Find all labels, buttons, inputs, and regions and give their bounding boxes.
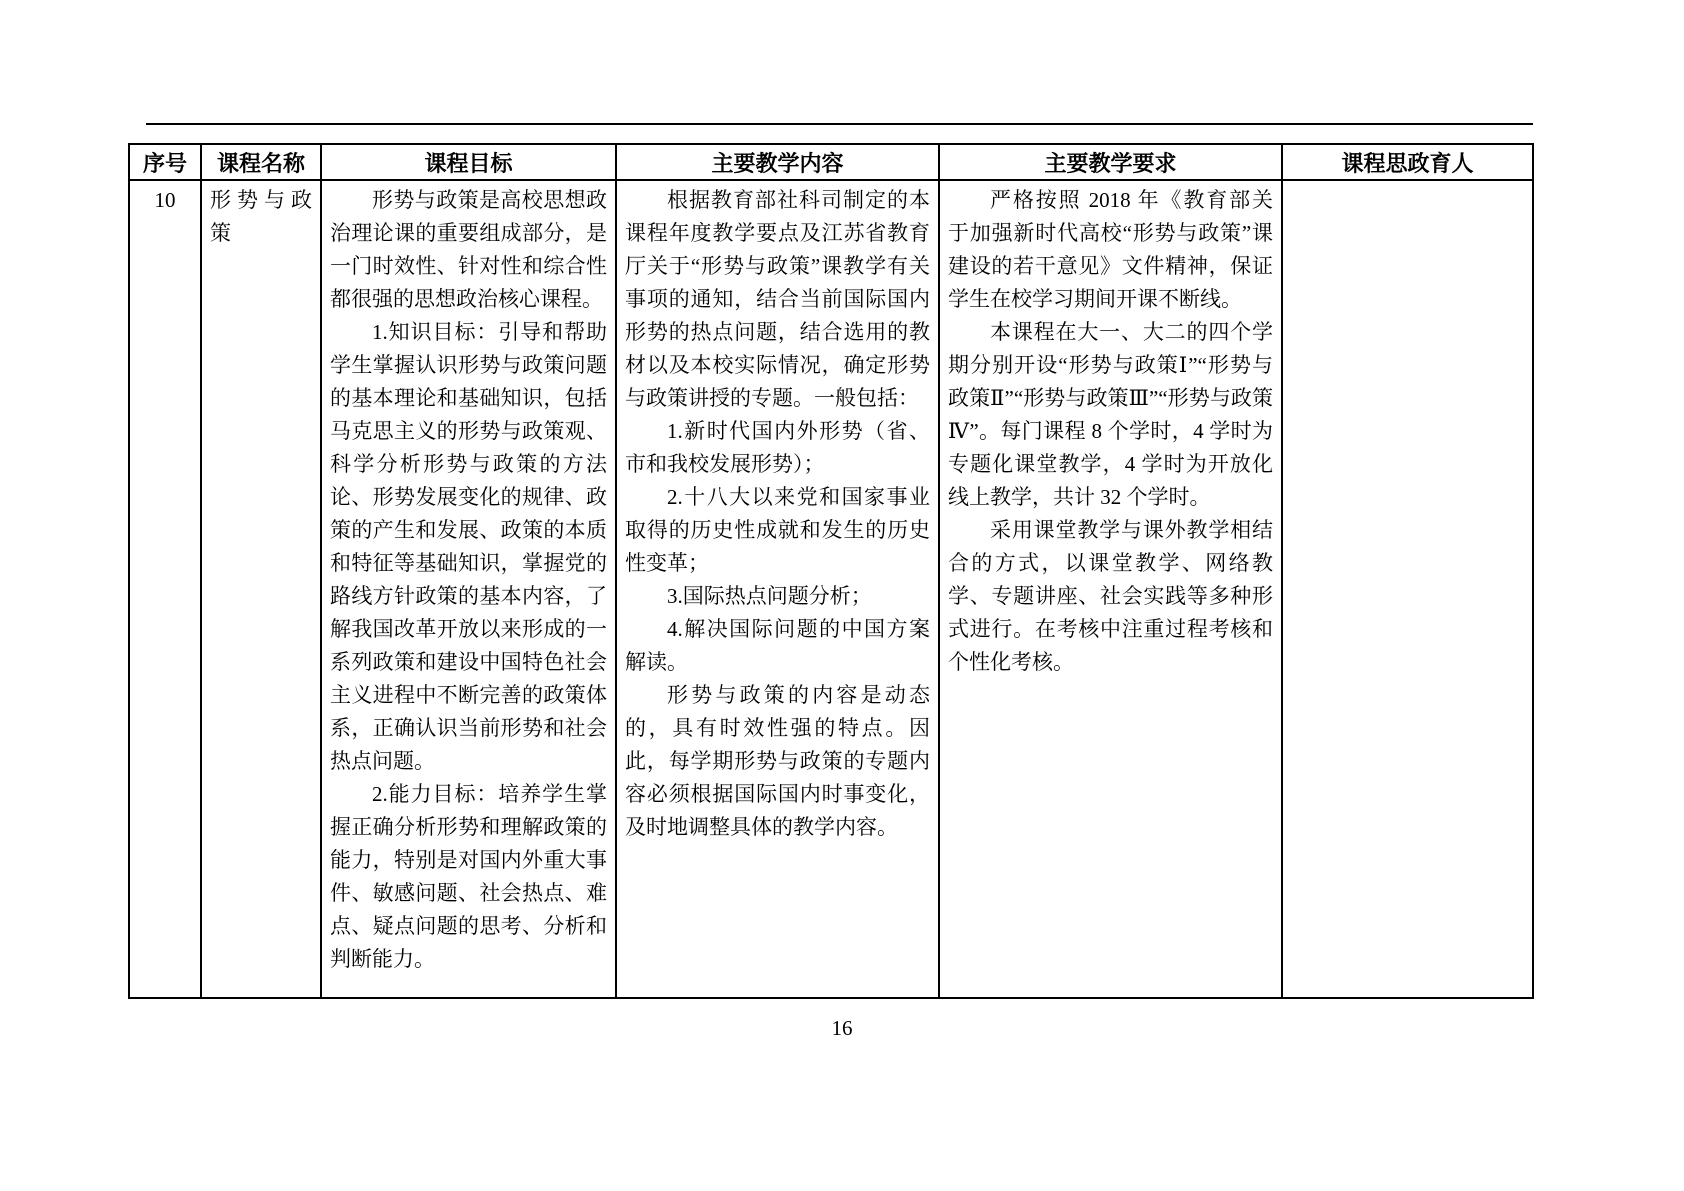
- teaching-content-paragraph: 1.新时代国内外形势（省、市和我校发展形势）；: [625, 419, 930, 476]
- page-number: 16: [831, 1016, 853, 1040]
- col-header-seq: 序号: [129, 144, 201, 180]
- objectives-paragraph: 2.能力目标：培养学生掌握正确分析形势和理解政策的能力，特别是对国内外重大事件、敏感问题、社会热点、难点、疑点问题的思考、分析和判断能力。: [330, 782, 607, 971]
- teaching-requirements-paragraph: 本课程在大一、大二的四个学期分别开设“形势与政策Ⅰ”“形势与政策Ⅱ”“形势与政策Ⅲ”“形势与政策Ⅳ”。每门课程 8 个学时，4 学时为专题化课堂教学，4 学时为开放化线上教学，共计 32 个学时。: [948, 320, 1273, 509]
- cell-ideology-educator: [1282, 180, 1533, 998]
- cell-objectives: [321, 180, 616, 998]
- teaching-content-paragraph: 2.十八大以来党和国家事业取得的历史性成就和发生的历史性变革；: [625, 485, 930, 575]
- course-table: [128, 143, 1534, 999]
- teaching-requirements-paragraph: 严格按照 2018 年《教育部关于加强新时代高校“形势与政策”课建设的若干意见》文件精神，保证学生在校学习期间开课不断线。: [948, 188, 1273, 311]
- col-header-ideology-educator: 课程思政育人: [1282, 144, 1533, 180]
- table-header-row: [129, 144, 1533, 180]
- cell-teaching-requirements: [939, 180, 1282, 998]
- cell-seq: 10: [129, 180, 201, 998]
- col-header-course-name: 课程名称: [201, 144, 321, 180]
- table-row: [129, 180, 1533, 998]
- teaching-content-paragraph: 根据教育部社科司制定的本课程年度教学要点及江苏省教育厅关于“形势与政策”课教学有关事项的通知，结合当前国际国内形势的热点问题，结合选用的教材以及本校实际情况，确定形势与政策讲授的专题。一般包括：: [625, 188, 930, 410]
- objectives-paragraph: 1.知识目标：引导和帮助学生掌握认识形势与政策问题的基本理论和基础知识，包括马克思主义的形势与政策观、科学分析形势与政策的方法论、形势发展变化的规律、政策的产生和发展、政策的本质和特征等基础知识，掌握党的路线方针政策的基本内容，了解我国改革开放以来形成的一系列政策和建设中国特色社会主义进程中不断完善的政策体系，正确认识当前形势和社会热点问题。: [330, 320, 607, 773]
- cell-teaching-content: [616, 180, 939, 998]
- teaching-requirements-paragraph: 采用课堂教学与课外教学相结合的方式，以课堂教学、网络教学、专题讲座、社会实践等多种形式进行。在考核中注重过程考核和个性化考核。: [948, 518, 1273, 674]
- col-header-teaching-requirements: 主要教学要求: [939, 144, 1282, 180]
- cell-course-name: 形势与政策: [201, 180, 321, 998]
- col-header-objectives: 课程目标: [321, 144, 616, 180]
- col-header-teaching-content: 主要教学内容: [616, 144, 939, 180]
- teaching-content-paragraph: 4.解决国际问题的中国方案解读。: [625, 617, 930, 674]
- objectives-paragraph: 形势与政策是高校思想政治理论课的重要组成部分，是一门时效性、针对性和综合性都很强的思想政治核心课程。: [330, 188, 607, 311]
- page-header-rule: [146, 123, 1533, 125]
- teaching-content-paragraph: 形势与政策的内容是动态的，具有时效性强的特点。因此，每学期形势与政策的专题内容必须根据国际国内时事变化，及时地调整具体的教学内容。: [625, 683, 930, 839]
- teaching-content-paragraph: 3.国际热点问题分析；: [667, 584, 872, 608]
